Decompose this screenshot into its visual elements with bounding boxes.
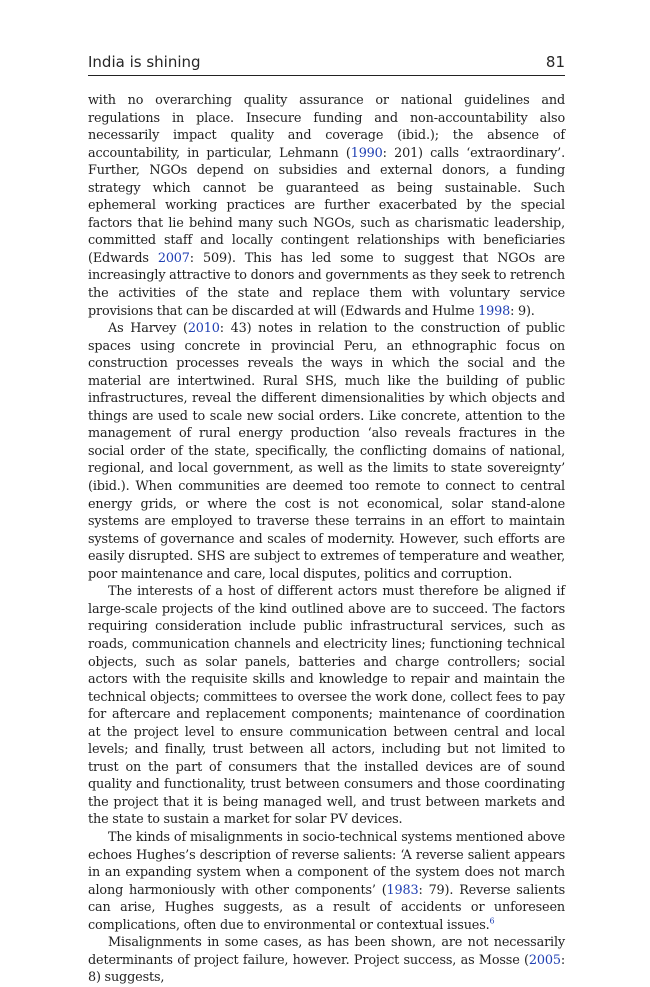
citation-link-mosse-2005[interactable]: 2005 xyxy=(528,952,561,968)
text-run: : 509). This has led some to suggest that NGOs are increasingly attractive to donors and governments as they seek to retrench the activities of the state and replace them with voluntary service provisions that can be discarded at will (Edwards and Hulme xyxy=(88,250,565,319)
citation-link-hughes-1983[interactable]: 1983 xyxy=(386,882,419,898)
page-number: 81 xyxy=(545,53,565,71)
text-run: As Harvey ( xyxy=(108,321,188,337)
running-head xyxy=(88,52,565,74)
citation-link-edwards-2007[interactable]: 2007 xyxy=(157,250,190,266)
paragraph-5 xyxy=(88,934,565,987)
paragraph-1 xyxy=(88,92,565,320)
text-run: Misalignments in some cases, as has been shown, are not necessarily determinants of project failure, however. Project success, as Mosse ( xyxy=(88,935,565,968)
text-run: The interests of a host of different actors must therefore be aligned if large-scale projects of the kind outlined above are to succeed. The factors requiring consideration include public infrastructural services, such as roads, communication channels and electricity lines; functioning technical objects, such as solar panels, batteries and charge controllers; social actors with the requisite skills and knowledge to repair and maintain the technical objects; committees to oversee the work done, collect fees to pay for aftercare and replacement components; maintenance of coordination at the project level to ensure communication between central and local levels; and finally, trust between all actors, including but not limited to trust on the part of consumers that the installed devices are of sound quality and functionality, trust between consumers and those coordinating the project that it is being managed well, and trust between markets and the state to sustain a market for solar PV devices. xyxy=(88,584,565,828)
text-run: : 43) notes in relation to the construction of public spaces using concrete in provincial Peru, an ethnographic focus on construction processes reveals the ways in which the social and the material are intertwined. Rural SHS, much like the building of public infrastructures, reveal the different dimensionalities by which objects and things are used to scale new social orders. Like concrete, attention to the management of rural energy production ‘also reveals fractures in the social order of the state, specifically, the conflicting domains of national, regional, and local government, as well as the limits to state sovereignty’ (ibid.). When communities are deemed too remote to connect to central energy grids, or where the cost is not economical, solar stand-alone systems are employed to traverse these terrains in an effort to maintain systems of governance and scales of modernity. However, such efforts are easily disrupted. SHS are subject to extremes of temperature and weather, poor maintenance and care, local disputes, politics and corruption. xyxy=(88,321,566,582)
running-head-title: India is shining xyxy=(88,53,201,71)
text-run: : 8) suggests, xyxy=(88,952,565,986)
text-run: : 9). xyxy=(510,303,535,319)
text-run: : 79). Reverse salients can arise, Hughes suggests, as a result of accidents or unforeseen complications, often due to environmental or contextual issues. xyxy=(88,882,566,933)
citation-link-lehmann-1990[interactable]: 1990 xyxy=(350,145,383,161)
paragraph-3 xyxy=(88,583,565,829)
footnote-reference[interactable]: 6 xyxy=(489,916,495,926)
citation-link-edwards-hulme-1998[interactable]: 1998 xyxy=(478,303,511,319)
paragraph-4 xyxy=(88,829,565,934)
text-run: The kinds of misalignments in socio-technical systems mentioned above echoes Hughes’s description of reverse salients: ‘A reverse salient appears in an expanding system when a component of the system does not march along harmoniously with other components’ ( xyxy=(88,829,565,898)
paragraph-2 xyxy=(88,320,565,583)
text-run: : 201) calls ‘extraordinary’. Further, NGOs depend on subsidies and external donors, a funding strategy which cannot be guaranteed as being sustainable. Such ephemeral working practices are further exacerbated by the special factors that lie behind many such NGOs, such as charismatic leadership, committed staff and locally contingent relationships with beneficiaries (Edwards xyxy=(88,145,565,266)
citation-link-harvey-2010[interactable]: 2010 xyxy=(187,321,220,337)
body-text xyxy=(88,92,565,987)
header-rule xyxy=(88,75,565,76)
text-run: with no overarching quality assurance or national guidelines and regulations in place. Insecure funding and non-accountability also necessarily impact quality and coverage (ibid.); the absence of accountability, in particular, Lehmann ( xyxy=(88,93,565,161)
